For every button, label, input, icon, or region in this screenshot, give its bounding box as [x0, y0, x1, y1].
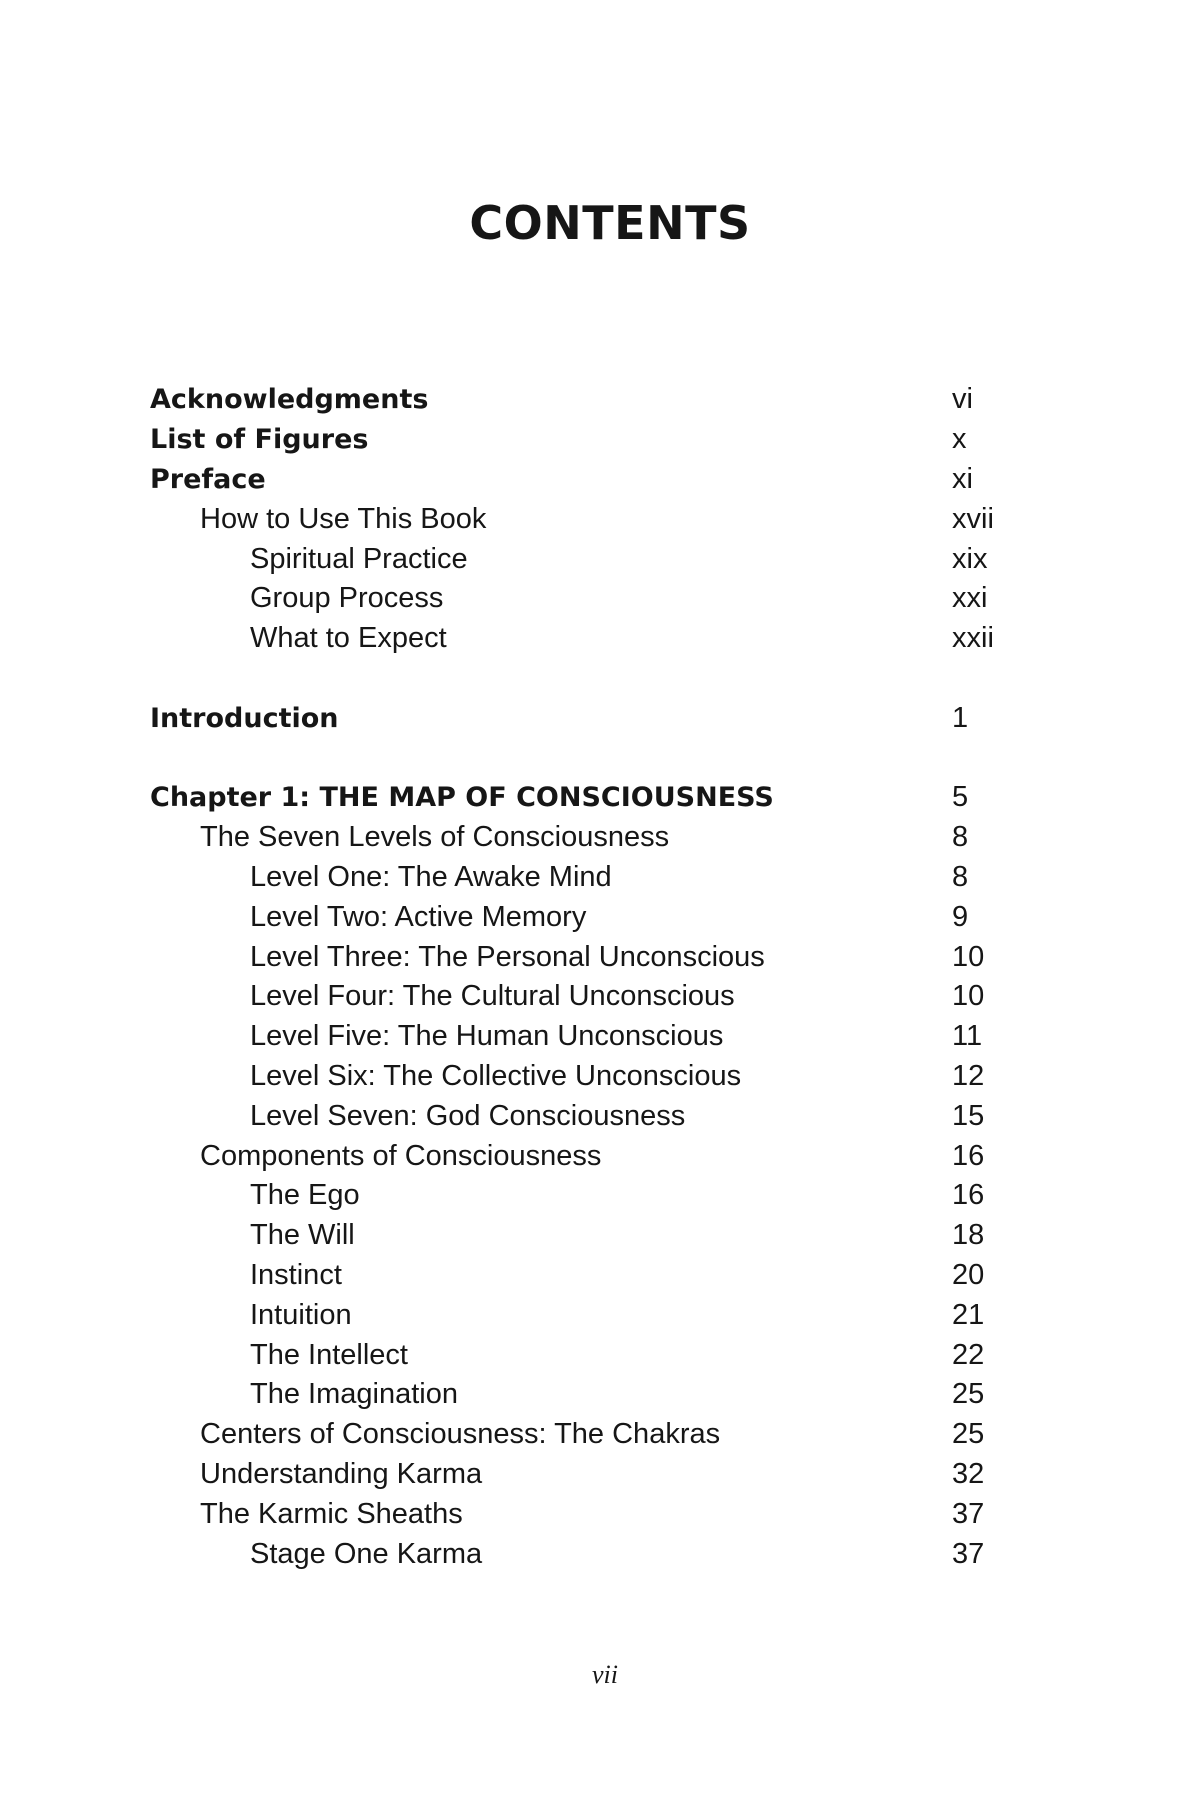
toc-entry-page: 11 [952, 1020, 983, 1053]
toc-entry-page: 32 [952, 1457, 985, 1490]
toc-entry-title: Spiritual Practice [250, 542, 468, 575]
toc-entry[interactable] [150, 1216, 1050, 1256]
toc-entry-title: The Karmic Sheaths [200, 1497, 463, 1530]
toc-entry-title: The Intellect [250, 1338, 408, 1371]
toc-entry-page: xix [952, 542, 988, 575]
toc-entry[interactable] [150, 1176, 1050, 1216]
toc-entry[interactable] [150, 1256, 1050, 1296]
toc-entry-page: xxii [952, 622, 994, 655]
toc-entry-title: Introduction [150, 702, 339, 734]
toc-entry[interactable] [150, 420, 1050, 460]
toc-entry-title: Intuition [250, 1298, 352, 1331]
toc-entry-title: The Ego [250, 1179, 360, 1212]
toc-entry-title: Understanding Karma [200, 1457, 483, 1490]
toc-entry-title: The Will [250, 1219, 355, 1252]
toc-entry-page: 1 [952, 701, 969, 734]
page-number: vii [592, 1660, 618, 1689]
toc-entry-page: 18 [952, 1219, 985, 1252]
toc-entry-page: 25 [952, 1378, 985, 1411]
toc-entry[interactable] [150, 858, 1050, 898]
toc-entry-page: xi [952, 462, 973, 495]
toc-entry-page: 10 [952, 940, 985, 973]
toc-entry-title: The Imagination [250, 1378, 458, 1411]
toc-entry[interactable] [150, 579, 1050, 619]
toc-entry-page: 37 [952, 1537, 985, 1570]
toc-entry-page: 16 [952, 1139, 985, 1172]
toc-entry-page: vi [952, 383, 973, 416]
toc-entry-title: Level Six: The Collective Unconscious [250, 1059, 742, 1092]
toc-entry-title: Instinct [250, 1258, 342, 1291]
toc-entry-title: What to Expect [250, 622, 447, 655]
toc-entry-title: Level Five: The Human Unconscious [250, 1020, 724, 1053]
toc-entry-page: 37 [952, 1497, 985, 1530]
toc-entry[interactable] [150, 380, 1050, 420]
toc-entry-title: Group Process [250, 582, 444, 615]
toc-entry-title: List of Figures [150, 424, 369, 456]
toc-entry-page: x [952, 423, 967, 456]
toc-entry-title: Level Four: The Cultural Unconscious [250, 980, 735, 1013]
toc-entry[interactable] [150, 499, 1050, 539]
toc-entry-title: Preface [150, 463, 266, 495]
toc-entry[interactable] [150, 460, 1050, 500]
toc-entry-page: 15 [952, 1099, 985, 1132]
toc-entry-title: Components of Consciousness [200, 1139, 602, 1172]
toc-entry-title: Level Two: Active Memory [250, 900, 587, 933]
toc-entry-title: Level Seven: God Consciousness [250, 1099, 686, 1132]
toc-entry[interactable] [150, 977, 1050, 1017]
toc-entry-page: 20 [952, 1258, 985, 1291]
toc-entry-page: 8 [952, 821, 969, 854]
toc-entry[interactable] [150, 539, 1050, 579]
table-of-contents [150, 380, 1050, 1574]
toc-entry[interactable] [150, 1415, 1050, 1455]
toc-entry[interactable] [150, 1335, 1050, 1375]
toc-entry[interactable] [150, 619, 1050, 659]
toc-entry-title: Centers of Consciousness: The Chakras [200, 1418, 721, 1451]
toc-entry[interactable] [150, 1057, 1050, 1097]
toc-entry[interactable] [150, 1375, 1050, 1415]
toc-entry-title: Level Three: The Personal Unconscious [250, 940, 765, 973]
page-title: CONTENTS [469, 196, 751, 250]
toc-entry[interactable] [150, 698, 1050, 738]
toc-entry-page: 8 [952, 860, 969, 893]
toc-entry-title: Acknowledgments [150, 384, 429, 416]
toc-entry-page: 12 [952, 1059, 985, 1092]
toc-entry[interactable] [150, 1136, 1050, 1176]
toc-entry[interactable] [150, 1455, 1050, 1495]
toc-entry[interactable] [150, 937, 1050, 977]
toc-entry[interactable] [150, 1494, 1050, 1534]
toc-entry-title: The Seven Levels of Consciousness [200, 821, 670, 854]
toc-entry-title: How to Use This Book [200, 502, 487, 535]
toc-entry[interactable] [150, 778, 1050, 818]
toc-entry[interactable] [150, 897, 1050, 937]
toc-entry-page: xvii [952, 502, 994, 535]
toc-entry-page: 10 [952, 980, 985, 1013]
toc-entry-title: Level One: The Awake Mind [250, 860, 612, 893]
toc-entry-page: 5 [952, 781, 969, 814]
toc-entry[interactable] [150, 1534, 1050, 1574]
toc-entry[interactable] [150, 818, 1050, 858]
toc-entry-page: 21 [952, 1298, 985, 1331]
toc-entry[interactable] [150, 1096, 1050, 1136]
toc-entry-title: Stage One Karma [250, 1537, 483, 1570]
toc-entry-page: xxi [952, 582, 988, 615]
toc-entry-page: 25 [952, 1418, 985, 1451]
toc-entry-page: 16 [952, 1179, 985, 1212]
toc-entry-title: Chapter 1: THE MAP OF CONSCIOUSNESS [150, 782, 774, 814]
toc-entry[interactable] [150, 1295, 1050, 1335]
toc-entry-page: 9 [952, 900, 969, 933]
toc-entry[interactable] [150, 1017, 1050, 1057]
toc-entry-page: 22 [952, 1338, 985, 1371]
